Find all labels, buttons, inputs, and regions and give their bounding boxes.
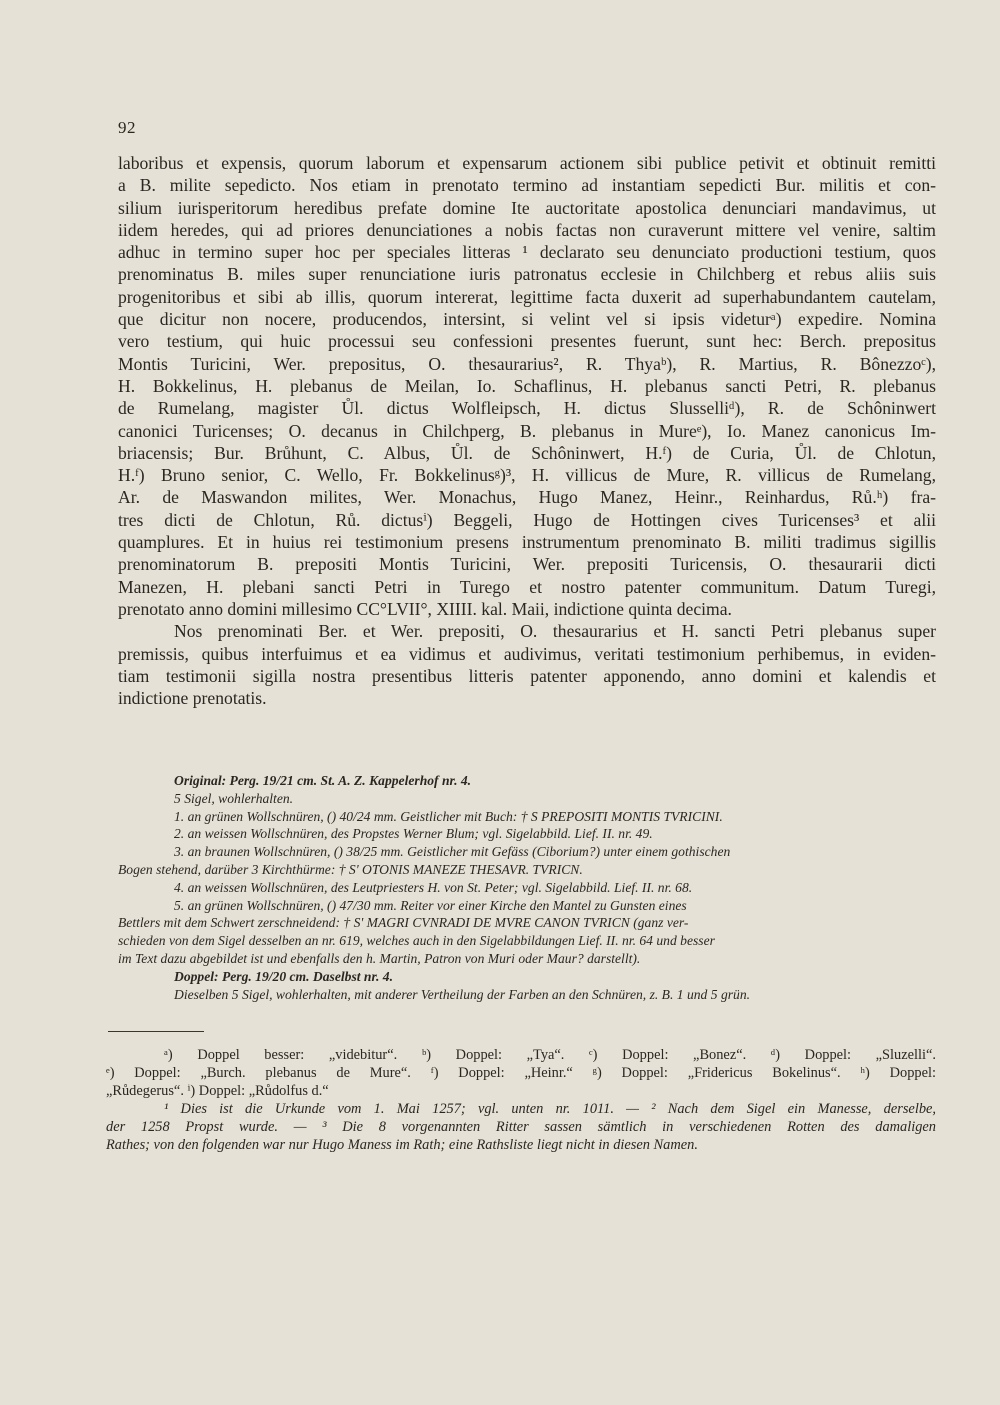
note-line: 5. an grünen Wollschnüren, () 47/30 mm. Reiter vor einer Kirche den Mantel zu Gunsten eines <box>174 897 687 913</box>
body-line: silium iurisperitorum heredibus prefate domine Ite auctoritate apostolica denunciari mandavimus, ut <box>118 197 936 218</box>
note-line: Bettlers mit dem Schwert zerschneidend: † S' MAGRI CVNRADI DE MVRE CANON TVRICN (ganz ver- <box>118 915 689 931</box>
body-line: quamplures. Et in huius rei testimonium presens instrumentum prenominato B. militi tradimus sigillis <box>118 532 936 553</box>
footnote-line: „Růdegerus“. ⁱ) Doppel: „Růdolfus d.“ <box>106 1083 329 1099</box>
body-line: prenotato anno domini millesimo CC°LVII°, XIIII. kal. Maii, indictione quinta decima. <box>118 598 732 619</box>
note-line: Original: Perg. 19/21 cm. St. A. Z. Kappelerhof nr. 4. <box>174 773 472 788</box>
note-line: Bogen stehend, darüber 3 Kirchthürme: † S' OTONIS MANEZE THESAVR. TVRICN. <box>118 861 583 877</box>
note-line: 1. an grünen Wollschnüren, () 40/24 mm. Geistlicher mit Buch: † S PREPOSITI MONTIS TVRICINI. <box>174 808 723 824</box>
note-line: 2. an weissen Wollschnüren, des Propstes Werner Blum; vgl. Sigelabbild. Lief. II. nr. 49. <box>174 826 653 842</box>
page-number: 92 <box>118 118 136 137</box>
body-line: laboribus et expensis, quorum laborum et expensarum actionem sibi publice petivit et obtinuit remitti <box>118 153 936 173</box>
body-line: Nos prenominati Ber. et Wer. prepositi, O. thesaurarius et H. sancti Petri plebanus super <box>174 621 936 642</box>
note-line: 4. an weissen Wollschnüren, des Leutpriesters H. von St. Peter; vgl. Sigelabbild. Lief. II. nr. 68. <box>174 879 693 895</box>
body-line: briacensis; Bur. Brůhunt, C. Albus, Ůl. de Schôninwert, H.ᶠ) de Curia, Ůl. de Chlotun, <box>118 442 936 463</box>
body-line: premissis, quibus interfuimus et ea vidimus et audivimus, veritati testimonium perhibemus, in eviden- <box>118 643 936 664</box>
footnote-line: ᵃ) Doppel besser: „videbitur“. ᵇ) Doppel: „Tya“. ᶜ) Doppel: „Bonez“. ᵈ) Doppel: „Sluzelli“. <box>164 1047 936 1063</box>
charter-text <box>118 152 936 709</box>
body-line: que dicitur non nocere, producendos, intersint, si velint vel si ipsis videturᵃ) expedire. Nomina <box>118 309 936 330</box>
body-line: tres dicti de Chlotun, Rů. dictusⁱ) Beggeli, Hugo de Hottingen cives Turicenses³ et alii <box>118 509 936 530</box>
note-line: 3. an braunen Wollschnüren, () 38/25 mm. Geistlicher mit Gefäss (Ciborium?) unter einem gothischen <box>174 844 731 860</box>
body-line: iidem heredes, qui ad priores denunciationes a nobis factas non curaverunt mittere vel venire, saltim <box>118 219 936 240</box>
note-line: Doppel: Perg. 19/20 cm. Daselbst nr. 4. <box>174 968 393 984</box>
footnote-line: Rathes; von den folgenden war nur Hugo Maness im Rath; eine Rathsliste liegt nicht in diesen Namen. <box>106 1137 698 1153</box>
footnote-line: ¹ Dies ist die Urkunde vom 1. Mai 1257; vgl. unten nr. 1011. — ² Nach dem Sigel ein Manesse, derselbe, <box>164 1101 936 1117</box>
note-line: 5 Sigel, wohlerhalten. <box>174 790 294 806</box>
body-line: H.ᶠ) Bruno senior, C. Wello, Fr. Bokkelinusᵍ)³, H. villicus de Mure, R. villicus de Rumelang, <box>118 465 936 486</box>
body-line: Ar. de Maswandon milites, Wer. Monachus, Hugo Manez, Heinr., Reinhardus, Rů.ʰ) fra- <box>118 487 936 508</box>
body-line: indictione prenotatis. <box>118 688 267 709</box>
body-line: progenitoribus et sibi ab illis, quorum intererat, legittime facta duxerit ad superhabundantem cautelam, <box>118 286 936 307</box>
body-line: vero testium, qui huic processui seu confessioni presentes fuerunt, sunt hec: Berch. prepositus <box>118 331 936 352</box>
body-line: adhuc in termino super hoc per speciales litteras ¹ declarato seu denunciato productioni testium, quos <box>118 242 936 263</box>
body-line: H. Bokkelinus, H. plebanus de Meilan, Io. Schaflinus, H. plebanus sancti Petri, R. plebanus <box>118 375 936 396</box>
body-line: tiam testimonii sigilla nostra presentibus litteris patenter apponendo, anno domini et kalendis et <box>118 665 936 686</box>
footnote-divider <box>108 1031 204 1032</box>
note-line: im Text dazu abgebildet ist und ebenfalls den h. Martin, Patron von Muri oder Maur? darstellt). <box>118 950 641 966</box>
footnote-line: ᵉ) Doppel: „Burch. plebanus de Mure“. ᶠ) Doppel: „Heinr.“ ᵍ) Doppel: „Fridericus Bokelinus“. ʰ) Doppel: <box>106 1065 936 1081</box>
body-line: Manezen, H. plebani sancti Petri in Turego et nostro patenter communitum. Datum Turegi, <box>118 576 936 597</box>
body-line: canonici Turicenses; O. decanus in Chilchperg, B. plebanus in Mureᵉ), Io. Manez canonicus Im- <box>118 420 936 441</box>
body-line: Montis Turicini, Wer. prepositus, O. thesaurarius², R. Thyaᵇ), R. Martius, R. Bônezzoᶜ), <box>118 353 936 374</box>
footnote-line: der 1258 Propst wurde. — ³ Die 8 vorgenannten Ritter sassen sämtlich in verschiedenen Rotten des damaligen <box>106 1119 936 1135</box>
body-line: a B. milite sepedicto. Nos etiam in prenotato termino ad instantiam sepedicti Bur. militis et con- <box>118 175 936 196</box>
body-line: prenominatus B. miles super renunciatione iuris patronatus ecclesie in Chilchberg et rebus aliis suis <box>118 264 936 285</box>
note-line: schieden von dem Sigel desselben an nr. 619, welches auch in den Sigelabbildungen Lief. II. nr. 64 und besser <box>118 933 715 949</box>
body-line: prenominatorum B. prepositi Montis Turicini, Wer. prepositi Turicensis, O. thesaurarii dicti <box>118 554 936 575</box>
footnotes <box>106 1046 936 1154</box>
body-line: de Rumelang, magister Ůl. dictus Wolfleipsch, H. dictus Slusselliᵈ), R. de Schôninwert <box>118 398 936 419</box>
note-line: Dieselben 5 Sigel, wohlerhalten, mit anderer Vertheilung der Farben an den Schnüren, z. B. 1 und 5 grün. <box>174 986 751 1002</box>
seal-notes <box>118 772 936 1003</box>
